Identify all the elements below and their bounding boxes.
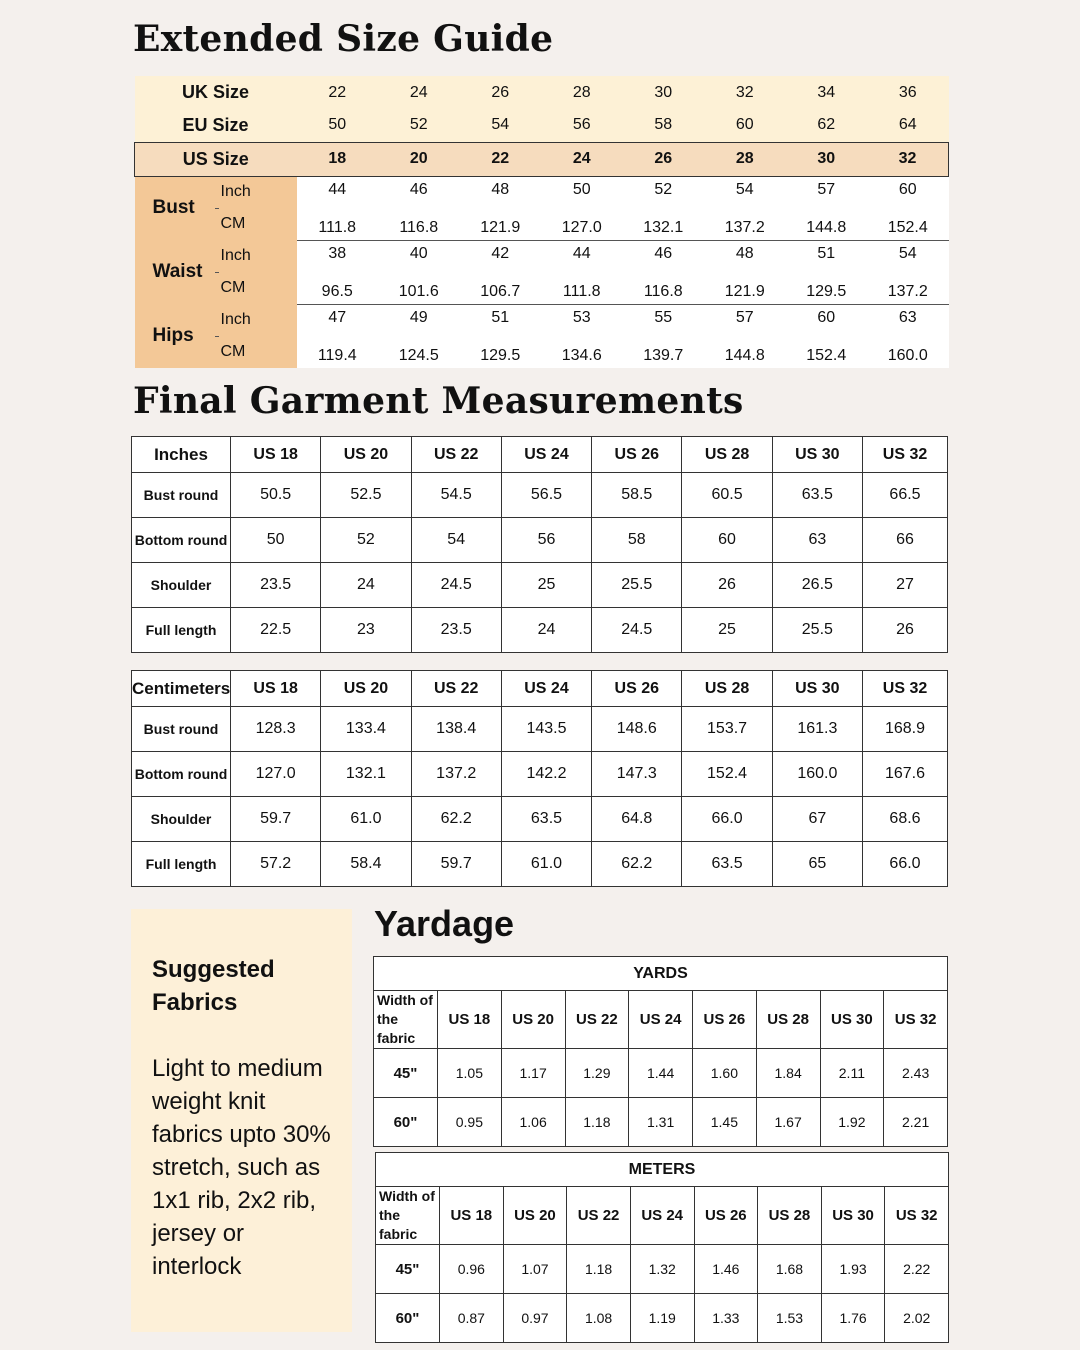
value-cell: 1.19 (630, 1294, 694, 1343)
value-cell: 52 (321, 518, 411, 563)
inch-value-cell: 60 (867, 176, 949, 208)
inch-value-cell: 50 (541, 176, 623, 208)
cm-value-cell: 137.2 (704, 208, 786, 240)
table-header-row (132, 437, 948, 473)
cm-value-cell: 144.8 (786, 208, 868, 240)
table-row (132, 752, 948, 797)
value-cell: 67 (772, 797, 862, 842)
inch-value-cell: 57 (704, 304, 786, 336)
eu-size-cell: 64 (867, 109, 949, 142)
value-cell: 61.0 (321, 797, 411, 842)
inch-value-cell: 44 (541, 240, 623, 272)
size-header-cell: US 18 (440, 1187, 504, 1245)
value-cell: 66.0 (682, 797, 772, 842)
garment-centimeters-table (131, 670, 948, 887)
value-cell: 65 (772, 842, 862, 887)
inch-value-cell: 40 (378, 240, 460, 272)
value-cell: 56.5 (501, 473, 591, 518)
table-row (132, 518, 948, 563)
table-header-row (132, 671, 948, 707)
table-title-row (374, 957, 948, 991)
measurement-cm-row (135, 272, 949, 304)
inch-value-cell: 51 (460, 304, 542, 336)
value-cell: 58.4 (321, 842, 411, 887)
measurement-label: Waist (135, 240, 215, 304)
value-cell: 0.95 (438, 1098, 502, 1147)
value-cell: 2.43 (884, 1049, 948, 1098)
value-cell: 1.08 (567, 1294, 631, 1343)
value-cell: 2.21 (884, 1098, 948, 1147)
inch-value-cell: 48 (704, 240, 786, 272)
size-header-cell: US 28 (758, 1187, 822, 1245)
value-cell: 25.5 (592, 563, 682, 608)
value-cell: 1.06 (501, 1098, 565, 1147)
cm-value-cell: 111.8 (297, 208, 379, 240)
us-size-row (135, 142, 949, 176)
value-cell: 1.46 (694, 1245, 758, 1294)
table-row (376, 1294, 949, 1343)
us-size-cell: 20 (378, 142, 460, 176)
yardage-yards-table (373, 956, 948, 1147)
cm-value-cell: 132.1 (623, 208, 705, 240)
value-cell: 168.9 (863, 707, 948, 752)
value-cell: 127.0 (231, 752, 321, 797)
cm-value-cell: 121.9 (460, 208, 542, 240)
value-cell: 138.4 (411, 707, 501, 752)
value-cell: 152.4 (682, 752, 772, 797)
value-cell: 1.05 (438, 1049, 502, 1098)
table-row (132, 707, 948, 752)
value-cell: 54.5 (411, 473, 501, 518)
value-cell: 64.8 (592, 797, 682, 842)
row-label: Bottom round (132, 752, 231, 797)
us-size-cell: 22 (460, 142, 542, 176)
table-row (374, 1098, 948, 1147)
value-cell: 58.5 (592, 473, 682, 518)
uk-size-row (135, 76, 949, 109)
eu-size-cell: 52 (378, 109, 460, 142)
eu-size-cell: 54 (460, 109, 542, 142)
value-cell: 1.18 (567, 1245, 631, 1294)
value-cell: 22.5 (231, 608, 321, 653)
unit-inch-label: Inch (215, 176, 297, 208)
value-cell: 1.45 (693, 1098, 757, 1147)
value-cell: 2.22 (885, 1245, 949, 1294)
eu-size-cell: 60 (704, 109, 786, 142)
value-cell: 1.93 (821, 1245, 885, 1294)
uk-size-cell: 32 (704, 76, 786, 109)
cm-value-cell: 121.9 (704, 272, 786, 304)
inch-value-cell: 48 (460, 176, 542, 208)
value-cell: 23.5 (231, 563, 321, 608)
value-cell: 66 (863, 518, 948, 563)
uk-size-cell: 28 (541, 76, 623, 109)
cm-value-cell: 129.5 (460, 336, 542, 368)
value-cell: 25 (501, 563, 591, 608)
table-row (132, 797, 948, 842)
eu-size-row (135, 109, 949, 142)
measurement-cm-row (135, 208, 949, 240)
us-size-cell: 26 (623, 142, 705, 176)
value-cell: 62.2 (411, 797, 501, 842)
inch-value-cell: 54 (867, 240, 949, 272)
size-header-cell: US 26 (592, 671, 682, 707)
fabric-width-label: 60" (374, 1098, 438, 1147)
value-cell: 52.5 (321, 473, 411, 518)
size-header-cell: US 26 (693, 991, 757, 1049)
inch-value-cell: 55 (623, 304, 705, 336)
value-cell: 50 (231, 518, 321, 563)
uk-size-cell: 22 (297, 76, 379, 109)
size-header-cell: US 20 (501, 991, 565, 1049)
inch-value-cell: 52 (623, 176, 705, 208)
value-cell: 128.3 (231, 707, 321, 752)
size-header-cell: US 26 (592, 437, 682, 473)
value-cell: 153.7 (682, 707, 772, 752)
fabrics-description: Light to medium weight knit fabrics upto 30% stretch, such as 1x1 rib, 2x2 rib, jersey or interlock (152, 1055, 331, 1280)
inch-value-cell: 49 (378, 304, 460, 336)
size-header-cell: US 30 (820, 991, 884, 1049)
row-label: Full length (132, 608, 231, 653)
inch-value-cell: 44 (297, 176, 379, 208)
us-size-cell: 28 (704, 142, 786, 176)
garment-inches-table (131, 436, 948, 653)
uk-size-cell: 30 (623, 76, 705, 109)
inch-value-cell: 54 (704, 176, 786, 208)
unit-header-cell: Centimeters (132, 671, 231, 707)
cm-value-cell: 106.7 (460, 272, 542, 304)
value-cell: 2.02 (885, 1294, 949, 1343)
value-cell: 137.2 (411, 752, 501, 797)
table-row (376, 1245, 949, 1294)
size-header-cell: US 20 (321, 437, 411, 473)
size-guide-table (134, 76, 949, 368)
value-cell: 56 (501, 518, 591, 563)
value-cell: 54 (411, 518, 501, 563)
value-cell: 26 (863, 608, 948, 653)
uk-size-cell: 34 (786, 76, 868, 109)
yardage-title: Yardage (374, 903, 515, 944)
uk-size-cell: 26 (460, 76, 542, 109)
value-cell: 1.33 (694, 1294, 758, 1343)
cm-value-cell: 124.5 (378, 336, 460, 368)
value-cell: 26 (682, 563, 772, 608)
size-header-cell: US 24 (629, 991, 693, 1049)
width-header-cell: Width of the fabric (376, 1187, 440, 1245)
row-label: Shoulder (132, 563, 231, 608)
inch-value-cell: 42 (460, 240, 542, 272)
inch-value-cell: 51 (786, 240, 868, 272)
size-header-cell: US 22 (411, 437, 501, 473)
size-header-cell: US 24 (501, 437, 591, 473)
us-size-cell: 32 (867, 142, 949, 176)
value-cell: 1.29 (565, 1049, 629, 1098)
value-cell: 1.53 (758, 1294, 822, 1343)
table-row (132, 842, 948, 887)
value-cell: 57.2 (231, 842, 321, 887)
size-header-cell: US 26 (694, 1187, 758, 1245)
unit-cm-label: CM (215, 336, 297, 368)
eu-size-cell: 58 (623, 109, 705, 142)
value-cell: 24.5 (411, 563, 501, 608)
size-header-cell: US 32 (884, 991, 948, 1049)
value-cell: 25 (682, 608, 772, 653)
value-cell: 24 (321, 563, 411, 608)
cm-value-cell: 129.5 (786, 272, 868, 304)
measurement-label: Hips (135, 304, 215, 368)
inch-value-cell: 47 (297, 304, 379, 336)
size-header-cell: US 18 (231, 671, 321, 707)
value-cell: 60 (682, 518, 772, 563)
inch-value-cell: 53 (541, 304, 623, 336)
table-title-row (376, 1153, 949, 1187)
value-cell: 1.60 (693, 1049, 757, 1098)
value-cell: 24 (501, 608, 591, 653)
cm-value-cell: 152.4 (867, 208, 949, 240)
fabric-width-label: 45" (376, 1245, 440, 1294)
value-cell: 1.17 (501, 1049, 565, 1098)
width-header-cell: Width of the fabric (374, 991, 438, 1049)
value-cell: 1.32 (630, 1245, 694, 1294)
cm-value-cell: 137.2 (867, 272, 949, 304)
measurement-label: Bust (135, 176, 215, 240)
eu-size-label: EU Size (135, 109, 297, 142)
size-guide-title: Extended Size Guide (133, 18, 554, 60)
garment-title: Final Garment Measurements (133, 380, 744, 422)
inch-value-cell: 57 (786, 176, 868, 208)
value-cell: 66.0 (863, 842, 948, 887)
uk-size-cell: 36 (867, 76, 949, 109)
size-header-cell: US 32 (885, 1187, 949, 1245)
value-cell: 27 (863, 563, 948, 608)
cm-value-cell: 152.4 (786, 336, 868, 368)
size-header-cell: US 28 (756, 991, 820, 1049)
us-size-cell: 24 (541, 142, 623, 176)
value-cell: 132.1 (321, 752, 411, 797)
cm-value-cell: 111.8 (541, 272, 623, 304)
table-row (374, 1049, 948, 1098)
value-cell: 68.6 (863, 797, 948, 842)
value-cell: 1.92 (820, 1098, 884, 1147)
size-header-cell: US 32 (863, 671, 948, 707)
value-cell: 23 (321, 608, 411, 653)
row-label: Bust round (132, 473, 231, 518)
value-cell: 58 (592, 518, 682, 563)
value-cell: 0.97 (503, 1294, 567, 1343)
unit-header-cell: Inches (132, 437, 231, 473)
value-cell: 0.96 (440, 1245, 504, 1294)
fabric-width-label: 45" (374, 1049, 438, 1098)
cm-value-cell: 119.4 (297, 336, 379, 368)
value-cell: 63.5 (772, 473, 862, 518)
row-label: Full length (132, 842, 231, 887)
size-header-cell: US 22 (565, 991, 629, 1049)
value-cell: 1.31 (629, 1098, 693, 1147)
value-cell: 59.7 (411, 842, 501, 887)
value-cell: 0.87 (440, 1294, 504, 1343)
unit-cm-label: CM (215, 208, 297, 240)
value-cell: 167.6 (863, 752, 948, 797)
inch-value-cell: 46 (378, 176, 460, 208)
measurement-inch-row (135, 176, 949, 208)
us-size-cell: 18 (297, 142, 379, 176)
value-cell: 66.5 (863, 473, 948, 518)
uk-size-label: UK Size (135, 76, 297, 109)
value-cell: 1.84 (756, 1049, 820, 1098)
fabric-width-label: 60" (376, 1294, 440, 1343)
size-header-cell: US 30 (821, 1187, 885, 1245)
row-label: Bottom round (132, 518, 231, 563)
yardage-meters-table (375, 1152, 949, 1343)
cm-value-cell: 116.8 (623, 272, 705, 304)
table-row (132, 473, 948, 518)
size-header-cell: US 22 (567, 1187, 631, 1245)
size-header-cell: US 18 (438, 991, 502, 1049)
value-cell: 148.6 (592, 707, 682, 752)
row-label: Bust round (132, 707, 231, 752)
value-cell: 61.0 (501, 842, 591, 887)
value-cell: 63 (772, 518, 862, 563)
value-cell: 62.2 (592, 842, 682, 887)
size-header-cell: US 24 (630, 1187, 694, 1245)
table-header-row (374, 991, 948, 1049)
value-cell: 147.3 (592, 752, 682, 797)
table-header-row (376, 1187, 949, 1245)
cm-value-cell: 127.0 (541, 208, 623, 240)
size-header-cell: US 28 (682, 437, 772, 473)
value-cell: 160.0 (772, 752, 862, 797)
cm-value-cell: 116.8 (378, 208, 460, 240)
eu-size-cell: 56 (541, 109, 623, 142)
us-size-label: US Size (135, 142, 297, 176)
value-cell: 161.3 (772, 707, 862, 752)
value-cell: 59.7 (231, 797, 321, 842)
suggested-fabrics-panel (131, 909, 352, 1332)
value-cell: 1.68 (758, 1245, 822, 1294)
unit-inch-label: Inch (215, 240, 297, 272)
value-cell: 133.4 (321, 707, 411, 752)
unit-inch-label: Inch (215, 304, 297, 336)
value-cell: 1.18 (565, 1098, 629, 1147)
value-cell: 2.11 (820, 1049, 884, 1098)
size-header-cell: US 22 (411, 671, 501, 707)
uk-size-cell: 24 (378, 76, 460, 109)
table-title-cell: YARDS (374, 957, 948, 991)
cm-value-cell: 139.7 (623, 336, 705, 368)
value-cell: 1.67 (756, 1098, 820, 1147)
inch-value-cell: 46 (623, 240, 705, 272)
measurement-cm-row (135, 336, 949, 368)
table-row (132, 608, 948, 653)
value-cell: 142.2 (501, 752, 591, 797)
measurement-inch-row (135, 304, 949, 336)
inch-value-cell: 60 (786, 304, 868, 336)
row-label: Shoulder (132, 797, 231, 842)
measurement-inch-row (135, 240, 949, 272)
eu-size-cell: 62 (786, 109, 868, 142)
eu-size-cell: 50 (297, 109, 379, 142)
value-cell: 25.5 (772, 608, 862, 653)
size-header-cell: US 24 (501, 671, 591, 707)
size-header-cell: US 20 (321, 671, 411, 707)
value-cell: 50.5 (231, 473, 321, 518)
value-cell: 26.5 (772, 563, 862, 608)
value-cell: 143.5 (501, 707, 591, 752)
size-header-cell: US 32 (863, 437, 948, 473)
table-title-cell: METERS (376, 1153, 949, 1187)
table-row (132, 563, 948, 608)
unit-cm-label: CM (215, 272, 297, 304)
cm-value-cell: 134.6 (541, 336, 623, 368)
size-header-cell: US 20 (503, 1187, 567, 1245)
inch-value-cell: 63 (867, 304, 949, 336)
value-cell: 23.5 (411, 608, 501, 653)
cm-value-cell: 160.0 (867, 336, 949, 368)
value-cell: 1.07 (503, 1245, 567, 1294)
cm-value-cell: 144.8 (704, 336, 786, 368)
size-header-cell: US 30 (772, 671, 862, 707)
value-cell: 63.5 (682, 842, 772, 887)
value-cell: 24.5 (592, 608, 682, 653)
value-cell: 1.44 (629, 1049, 693, 1098)
value-cell: 63.5 (501, 797, 591, 842)
value-cell: 1.76 (821, 1294, 885, 1343)
us-size-cell: 30 (786, 142, 868, 176)
size-header-cell: US 18 (231, 437, 321, 473)
size-header-cell: US 30 (772, 437, 862, 473)
inch-value-cell: 38 (297, 240, 379, 272)
fabrics-title: Suggested Fabrics (152, 956, 275, 1016)
size-header-cell: US 28 (682, 671, 772, 707)
value-cell: 60.5 (682, 473, 772, 518)
cm-value-cell: 96.5 (297, 272, 379, 304)
cm-value-cell: 101.6 (378, 272, 460, 304)
